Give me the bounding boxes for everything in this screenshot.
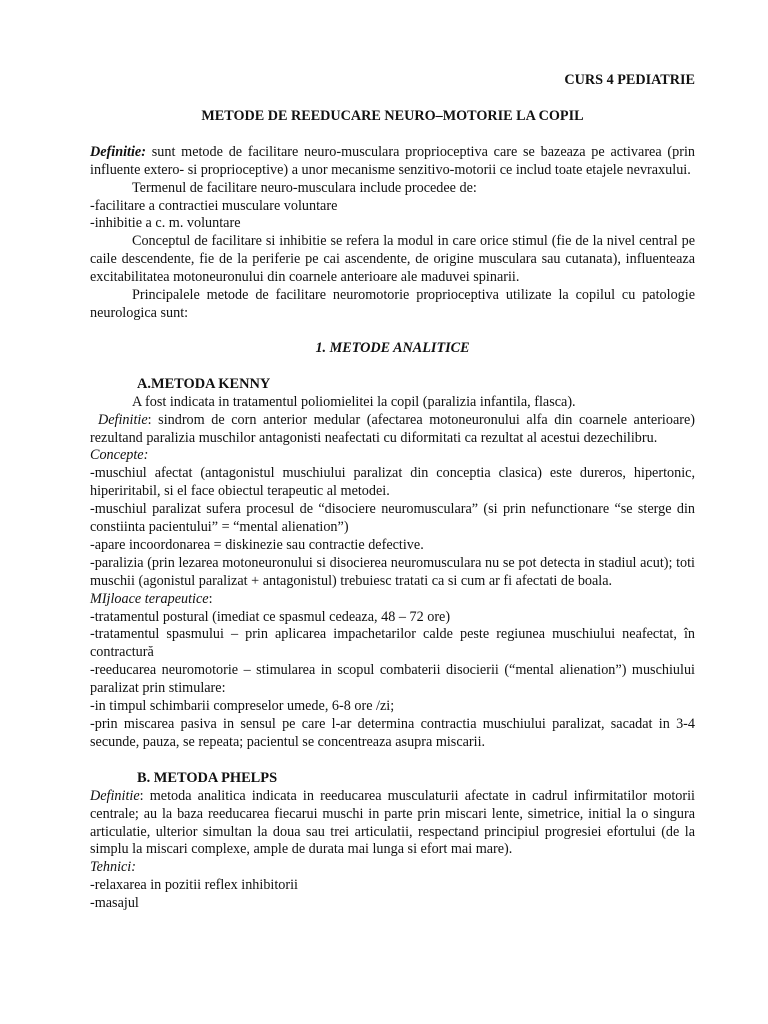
list-item: -inhibitie a c. m. voluntare	[90, 215, 241, 232]
kenny-definition	[90, 412, 695, 448]
definition-label: Definitie	[90, 787, 140, 804]
tehnici-label: Tehnici:	[90, 859, 136, 876]
definition-text: : sindrom de corn anterior medular (afectarea motoneuronului alfa din coarnele anterioare) rezultand paralizia muschilor antagonisti neafectati cu diformitati ca rezultat al acestui dezechilibru.	[90, 411, 695, 446]
paragraph: Termenul de facilitare neuro-musculara include procedee de:	[132, 179, 477, 196]
document-title: METODE DE REEDUCARE NEURO–MOTORIE LA COPIL	[201, 107, 584, 124]
list-item: -relaxarea in pozitii reflex inhibitorii	[90, 877, 298, 894]
paragraph: Principalele metode de facilitare neuromotorie proprioceptiva utilizate la copilul cu patologie neurologica sunt:	[90, 287, 695, 321]
list-item: -in timpul schimbarii compreselor umede, 6-8 ore /zi;	[90, 698, 395, 715]
course-header: CURS 4 PEDIATRIE	[564, 72, 695, 88]
list-item: -masajul	[90, 895, 139, 912]
list-item: -tratamentul spasmului – prin aplicarea impachetarilor calde peste regiunea muschiului neafectat, în contractură	[90, 626, 695, 661]
list-item: -prin miscarea pasiva in sensul pe care l-ar determina contractia muschiului paralizat, sacadat in 3-4 secunde, pauza, se repeata; pacientul se concentreaza asupra miscarii.	[90, 716, 695, 750]
definition-label: Definitie:	[90, 143, 146, 160]
mijloace-heading	[90, 591, 695, 609]
kenny-title: A.METODA KENNY	[137, 375, 271, 392]
definition-label: Definitie	[98, 411, 148, 428]
list-item: -tratamentul postural (imediat ce spasmul cedeaza, 48 – 72 ore)	[90, 608, 451, 625]
list-item: -paralizia (prin lezarea motoneuronului si disocierea neuromusculara nu se pot detecta in stadiul acut); toti muschii (agonistul paralizat + antagonistul) trebuiesc tratati ca si cum ar fi afectati de boala.	[90, 554, 695, 589]
phelps-title: B. METODA PHELPS	[137, 769, 278, 786]
concepte-label: Concepte:	[90, 447, 149, 464]
mijloace-colon: :	[208, 590, 213, 607]
list-item: -facilitare a contractiei musculare voluntare	[90, 197, 338, 214]
section-title: 1. METODE ANALITICE	[315, 339, 470, 356]
list-item: -apare incoordonarea = diskinezie sau contractie defective.	[90, 536, 424, 553]
intro-definition	[90, 144, 695, 180]
paragraph: A fost indicata in tratamentul poliomielitei la copil (paralizia infantila, flasca).	[132, 393, 576, 410]
document-body	[90, 0, 695, 913]
paragraph: Conceptul de facilitare si inhibitie se refera la modul in care orice stimul (fie de la nivel central pe caile descendente, fie de la periferie pe cai ascendente, de origine musculara sau cutanata), influenteaza excitabilitatea motoneuronului din coarnele anterioare ale maduvei spinarii.	[90, 233, 695, 286]
phelps-definition	[90, 788, 695, 860]
list-item: -reeducarea neuromotorie – stimularea in scopul combaterii disocierii (“mental alienation”) muschiului paralizat prin stimulare:	[90, 662, 695, 697]
mijloace-label: MIjloace terapeutice	[90, 590, 209, 607]
list-item: -muschiul paralizat sufera procesul de “disociere neuromusculara” (si prin nefunctionare “se sterge din constiinta pacientului” = “mental alienation”)	[90, 501, 695, 536]
definition-text: : metoda analitica indicata in reeducarea musculaturii afectate in cadrul infirmitatilor motorii centrale; au la baza reeducarea fiecarui muschi in parte prin miscari lente, simetrice, initial la o singura articulatie, ulterior simultan la doua sau trei articulatii, respectand principiul progresiei efortului (de la simplu la miscari complexe, ample de durata mai lunga si efort mai mare).	[90, 787, 695, 858]
definition-text: sunt metode de facilitare neuro-musculara proprioceptiva care se bazeaza pe activarea (prin influente extero- si proprioceptive) a unor mecanisme senzitivo-motorii ce includ toate etajele nevraxului.	[90, 143, 695, 178]
list-item: -muschiul afectat (antagonistul muschiului paralizat din conceptia clasica) este dureros, hipertonic, hiperiritabil, si el face obiectul terapeutic al metodei.	[90, 465, 695, 500]
